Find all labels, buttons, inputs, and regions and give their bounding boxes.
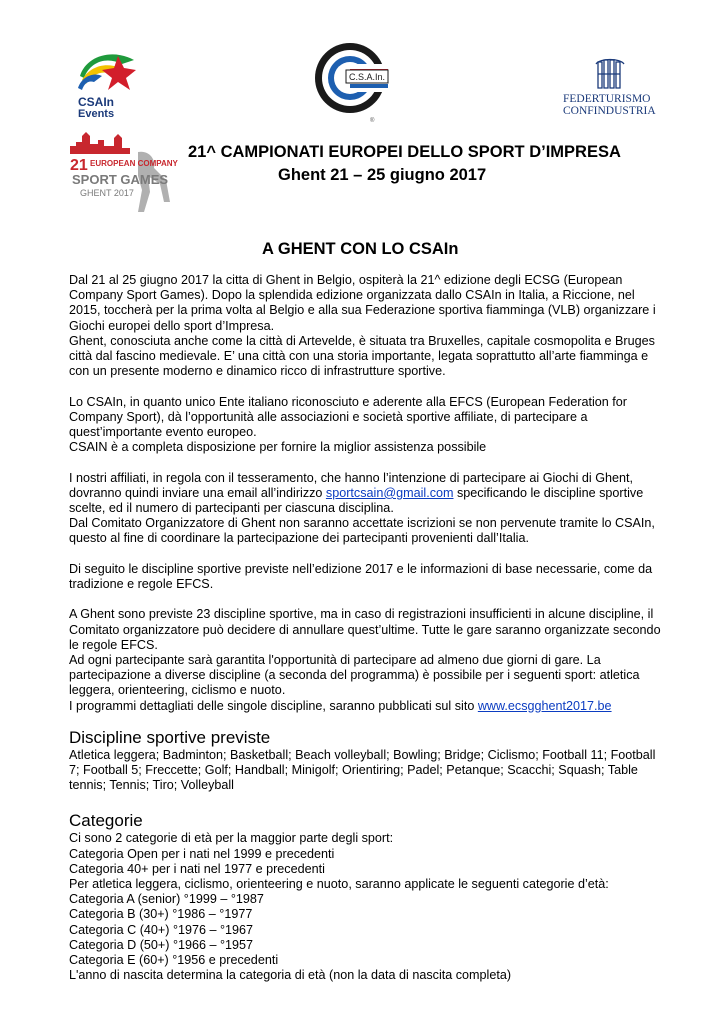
discipline-list: Atletica leggera; Badminton; Basketball; Beach volleyball; Bowling; Bridge; Ciclismo; Football 11; Football 7; Football 5; Freccette; Golf; Handball; Minigolf; Orientiring; Padel; Petanque; Scacchi; Squash; Table tennis; Tennis; Tiro; Volleyball: [69, 747, 656, 793]
categoria-line: Categoria A (senior) °1999 – °1987: [69, 892, 264, 907]
paragraph-intro: Dal 21 al 25 giugno 2017 la citta di Ghent in Belgio, ospiterà la 21^ edizione degli ECSG (European Company Sport Games). Dopo la splendida edizione organizzata dallo CSAIn in Italia, a Riccione, nel 2015, toccherà per la prima volta al Belgio e alla sua Federazione sportiva fiamminga (VLB) organizzare i Giochi europei dello sport d’Impresa.: [69, 273, 656, 333]
categoria-line: Categoria B (30+) °1986 – °1977: [69, 907, 253, 922]
categoria-line: Categoria E (60+) °1956 e precedenti: [69, 953, 279, 968]
categoria-line: Categoria 40+ per i nati nel 1977 e precedenti: [69, 861, 325, 876]
paragraph-ghent: Ghent, conosciuta anche come la città di Artevelde, è situata tra Bruxelles, capitale cosmopolita e Bruges città dal fascino medievale. E’ una città con una storia importante, legata soprattutto all’arte fiamminga e con un presente moderno e dinamico ricco di infrastrutture sportive.: [69, 333, 655, 379]
paragraph-comitato: Dal Comitato Organizzatore di Ghent non saranno accettate iscrizioni se non pervenute tramite lo CSAIn, questo al fine di coordinare la partecipazione dei partecipanti provenienti dall’Italia.: [69, 516, 655, 546]
email-link[interactable]: sportcsain@gmail.com: [325, 485, 454, 500]
csain-events-logo-text2: Events: [78, 108, 115, 118]
website-link[interactable]: www.ecsgghent2017.be: [477, 698, 612, 713]
paragraph-iscrizione: [69, 471, 669, 517]
paragraph-programmi-text: I programmi dettagliati delle singole discipline, saranno pubblicati sul sito: [69, 698, 478, 713]
categorie-list: [69, 831, 669, 983]
paragraph-23-discipline: A Ghent sono previste 23 discipline sportive, ma in caso di registrazioni insufficienti in alcune discipline, il Comitato organizzatore può decidere di annullare quest’ultime. Tutte le gare saranno organizzate secondo le regole EFCS.: [69, 607, 661, 652]
paragraph-programmi: [69, 699, 669, 714]
ecsg-logo-line2: SPORT GAMES: [72, 172, 169, 187]
document-body: [69, 273, 669, 983]
paragraph-assistenza: CSAIN è a completa disposizione per fornire la miglior assistenza possibile: [69, 440, 487, 455]
federturismo-logo-line1: FEDERTURISMO: [563, 93, 651, 105]
csain-events-logo-text1: CSAIn: [78, 95, 114, 109]
discipline-heading: Discipline sportive previste: [69, 727, 271, 747]
csain-logo: [310, 42, 390, 126]
document-subtitle: A GHENT CON LO CSAIn: [262, 240, 459, 258]
paragraph-iscrizione-text1: I nostri affiliati, in regola con il tesseramento, che hanno l’intenzione di partecipare ai Giochi di Ghent, dovranno quindi inviare una email all’indirizzo: [69, 470, 634, 500]
document-title: 21^ CAMPIONATI EUROPEI DELLO SPORT D’IMPRESA: [188, 143, 621, 161]
paragraph-discipline-intro: Di seguito le discipline sportive previste nell’edizione 2017 e le informazioni di base necessarie, come da tradizione e regole EFCS.: [69, 561, 653, 592]
paragraph-iscrizione-text2: specificando le discipline sportive scelte, ed il numero di partecipanti per ciascuna disciplina.: [69, 485, 644, 516]
federturismo-logo-line2: CONFINDUSTRIA: [563, 105, 656, 117]
registered-mark: ®: [370, 118, 375, 124]
ecsg-ghent-logo: [68, 132, 178, 214]
categoria-line: Ci sono 2 categorie di età per la maggior parte degli sport:: [69, 831, 394, 846]
categoria-line: Categoria Open per i nati nel 1999 e precedenti: [69, 846, 335, 861]
ecsg-logo-line1: EUROPEAN COMPANY: [90, 159, 178, 168]
federturismo-logo: [560, 58, 660, 118]
ecsg-logo-line3: GHENT 2017: [80, 188, 134, 198]
paragraph-partecipazione: Ad ogni partecipante sarà garantita l'opportunità di partecipare ad almeno due giorni di gare. La partecipazione a diverse discipline (a seconda del programma) è possibile per i seguenti sport: atletica leggera, orienteering, ciclismo e nuoto.: [69, 653, 640, 698]
document-dates: Ghent 21 – 25 giugno 2017: [278, 166, 487, 184]
categoria-line: Categoria C (40+) °1976 – °1967: [69, 922, 254, 937]
ecsg-logo-number: 21: [70, 157, 88, 174]
categoria-line: Categoria D (50+) °1966 – °1957: [69, 937, 254, 952]
categoria-line: L'anno di nascita determina la categoria di età (non la data di nascita completa): [69, 968, 512, 983]
categorie-heading: Categorie: [69, 811, 143, 831]
csain-logo-text: C.S.A.In.: [349, 72, 386, 82]
csain-events-logo: [72, 46, 142, 118]
categoria-line: Per atletica leggera, ciclismo, orienteering e nuoto, saranno applicate le seguenti categorie d’età:: [69, 877, 609, 892]
paragraph-csain: Lo CSAIn, in quanto unico Ente italiano riconosciuto e aderente alla EFCS (European Federation for Company Sport), dà l’opportunità alle associazioni e società sportive affiliate, di partecipare a quest’importante evento europeo.: [69, 394, 627, 440]
